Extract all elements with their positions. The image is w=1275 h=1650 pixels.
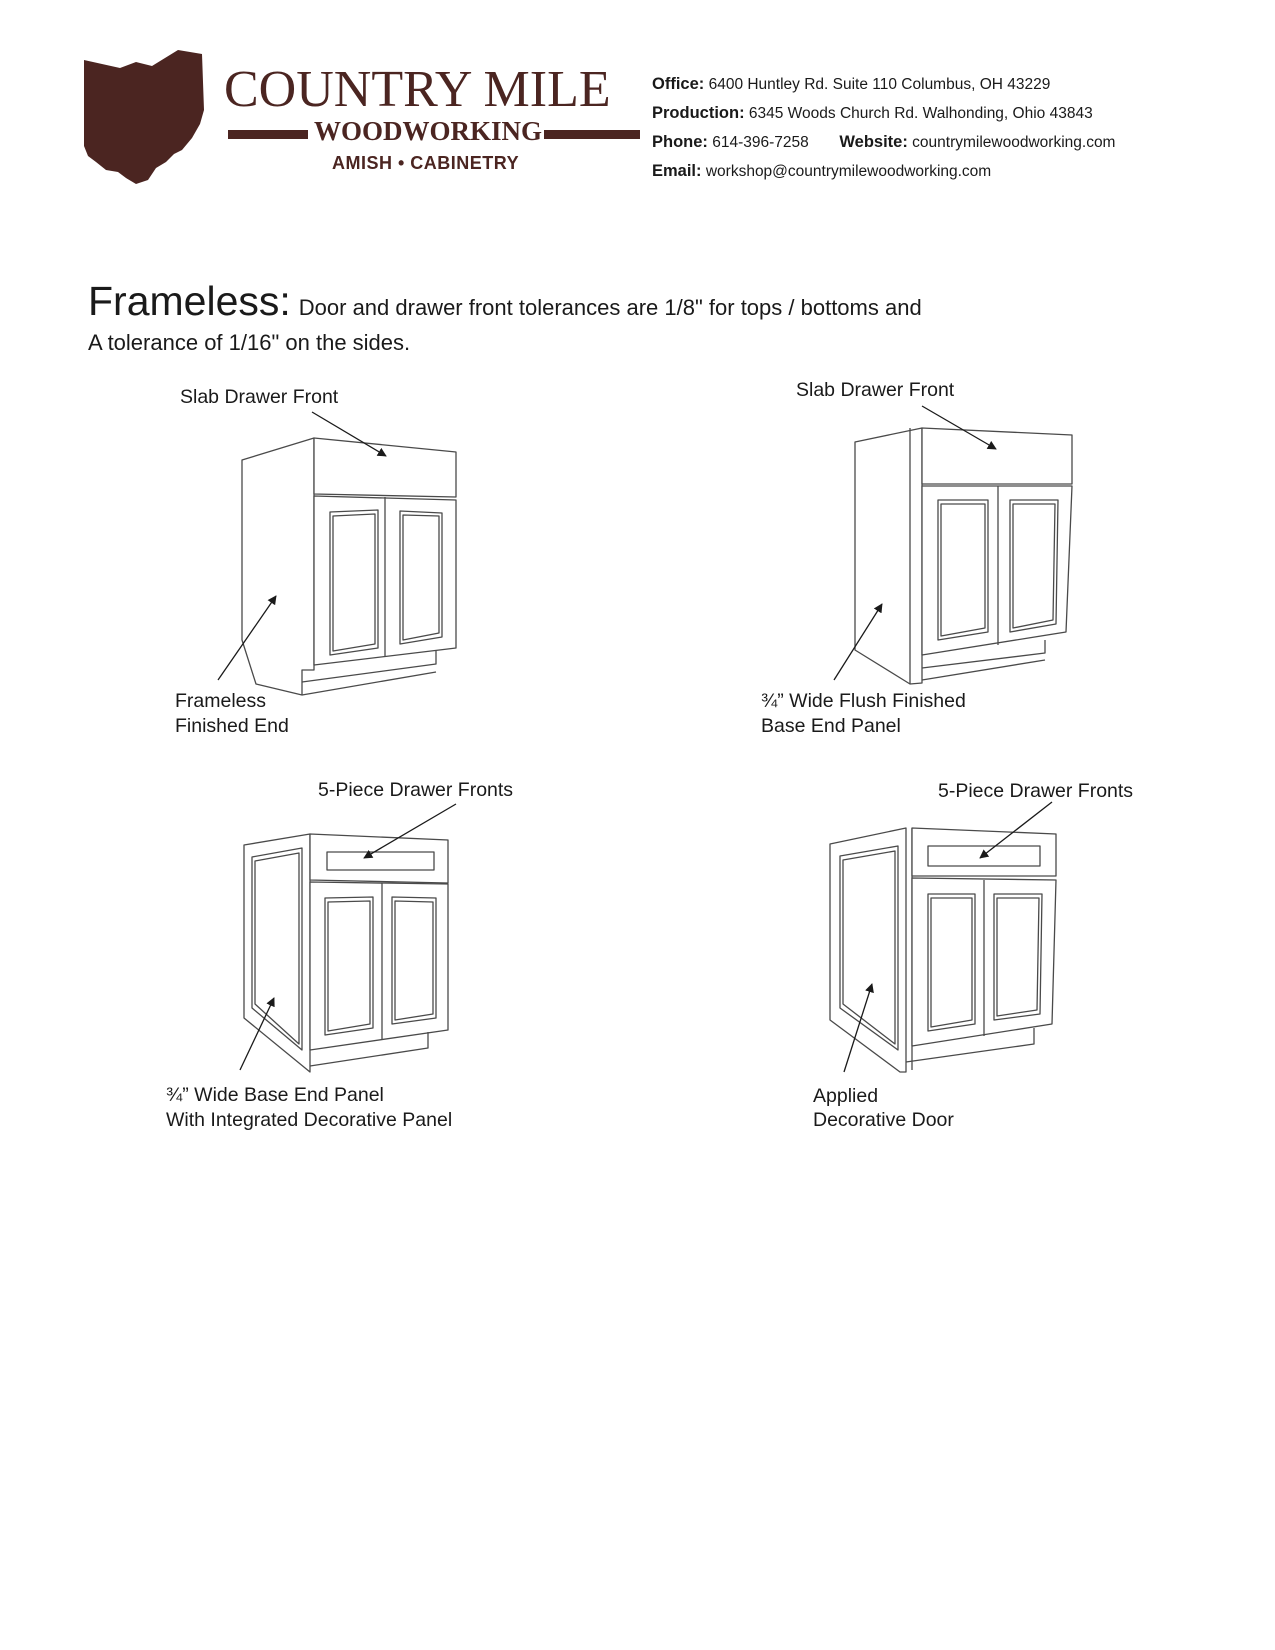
brand-subtitle: WOODWORKING — [314, 116, 543, 146]
office-address: 6400 Huntley Rd. Suite 110 Columbus, OH 43229 — [708, 76, 1051, 93]
diagram-1-bottom-label-1: Frameless — [175, 690, 267, 712]
diagram-2-bottom-label-2: Base End Panel — [761, 715, 901, 737]
heading-text-continued: A tolerance of 1/16" on the sides. — [88, 330, 411, 355]
cabinet-4-drawing — [830, 828, 1056, 1072]
website-label: Website: — [839, 133, 908, 151]
diagram-3-top-label: 5-Piece Drawer Fronts — [318, 779, 514, 801]
phone-label: Phone: — [652, 133, 708, 151]
heading-text: Door and drawer front tolerances are 1/8" for tops / bottoms and — [298, 295, 922, 320]
email-label: Email: — [652, 162, 702, 180]
cabinet-3-drawing — [244, 834, 448, 1072]
brand-name: COUNTRY MILE — [224, 61, 611, 118]
cabinet-1-drawing — [242, 438, 456, 695]
website-link[interactable]: countrymilewoodworking.com — [912, 134, 1116, 151]
phone-number: 614-396-7258 — [712, 134, 809, 151]
production-label: Production: — [652, 104, 745, 122]
diagram-3-bottom-label-2: With Integrated Decorative Panel — [166, 1109, 453, 1131]
cabinet-2-slab-drawer — [922, 428, 1072, 484]
diagram-2-bottom-label-1: ¾” Wide Flush Finished — [761, 690, 966, 712]
office-label: Office: — [652, 75, 705, 93]
cabinet-4-5-piece-drawer — [912, 828, 1056, 876]
diagram-3-bottom-label-1: ¾” Wide Base End Panel — [166, 1084, 384, 1106]
diagram-2-top-label: Slab Drawer Front — [796, 379, 955, 401]
email-link[interactable]: workshop@countrymilewoodworking.com — [705, 163, 992, 180]
production-address: 6345 Woods Church Rd. Walhonding, Ohio 43843 — [748, 105, 1093, 122]
diagram-1-bottom-label-2: Finished End — [175, 715, 289, 737]
diagram-4-bottom-label-2: Decorative Door — [813, 1109, 954, 1131]
heading-title: Frameless: — [88, 278, 291, 324]
cabinet-1-slab-drawer — [314, 438, 456, 497]
brand-tagline: AMISH • CABINETRY — [332, 153, 520, 173]
diagram-1-top-label: Slab Drawer Front — [180, 386, 339, 408]
diagram-4-bottom-label-1: Applied — [813, 1085, 879, 1107]
cabinet-2-drawing — [855, 428, 1072, 684]
cabinet-3-5-piece-drawer — [310, 834, 448, 883]
diagram-4-top-label: 5-Piece Drawer Fronts — [938, 780, 1134, 802]
